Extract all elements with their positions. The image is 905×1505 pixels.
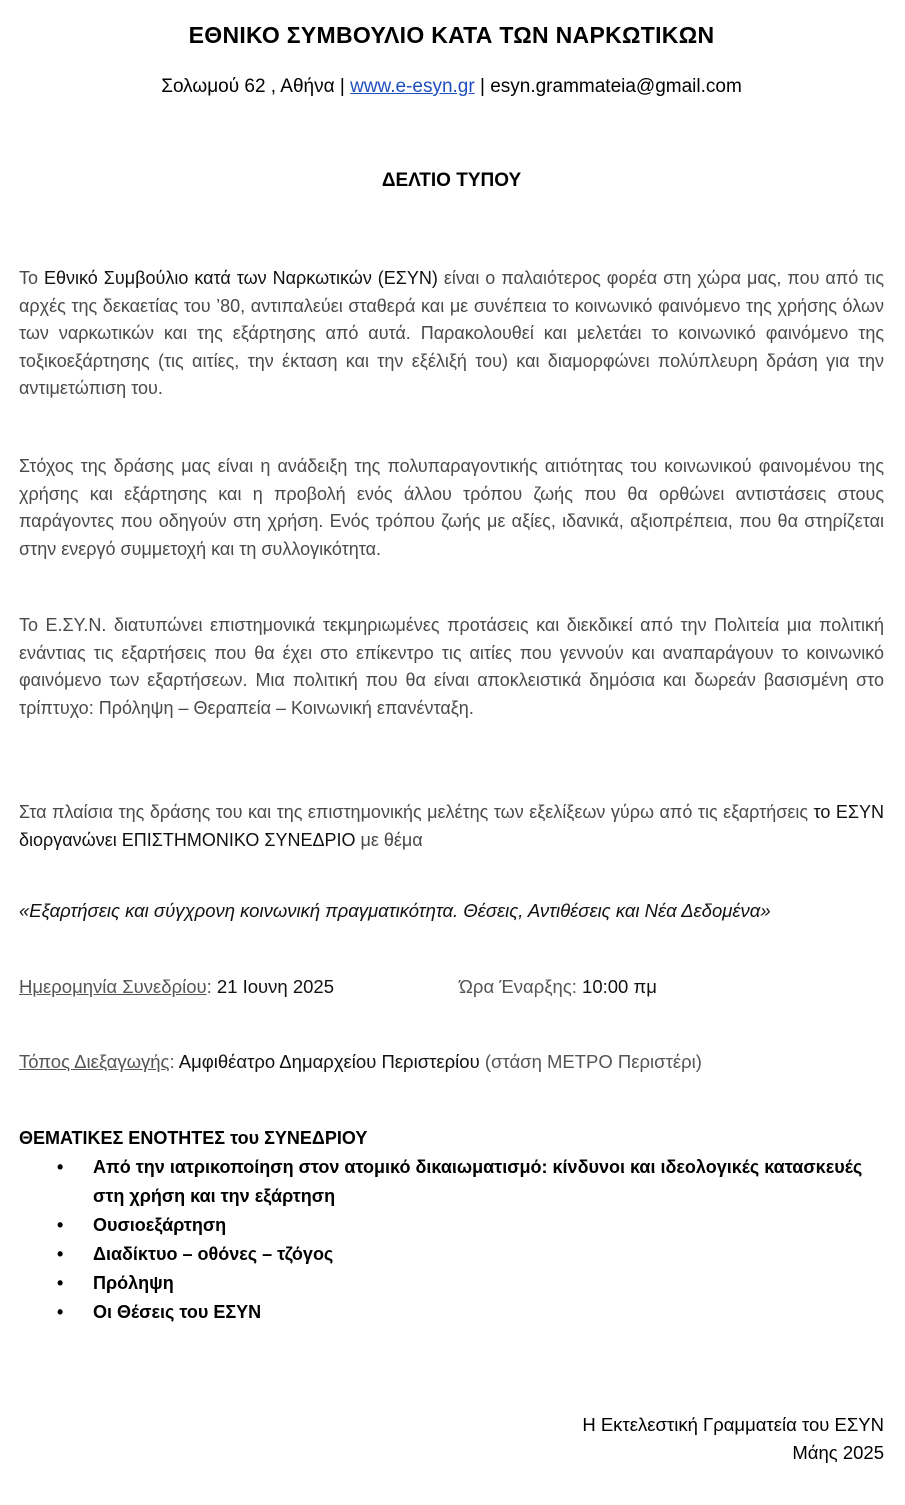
start-time [459, 976, 657, 998]
organization-title: ΕΘΝΙΚΟ ΣΥΜΒΟΥΛΙΟ ΚΑΤΑ ΤΩΝ ΝΑΡΚΩΤΙΚΩΝ [188, 22, 715, 48]
section-text: Πρόληψη [93, 1273, 174, 1293]
p1-rest: είναι ο παλαιότερος φορέα στη χώρα μας, που από τις αρχές της δεκαετίας του ’80, αντιπαλεύει σταθερά και με συνέπεια το κοινωνικό φαινόμενο της χρήσης όλων των ναρκωτικών και της εξάρτησης από αυτά. Παρακολουθεί και μελετάει το κοινωνικό φαινόμενο της τοξικοεξάρτησης (τις αιτίες, την έκταση και την εξέλιξή του) και διαμορφώνει πολύπλευρη δράση για την αντιμετώπιση του. [19, 268, 884, 398]
place-separator: : [169, 1051, 179, 1072]
venue-row [19, 1051, 884, 1073]
paragraph-intro [19, 265, 884, 403]
list-item [19, 1153, 884, 1211]
time-value: 10:00 πμ [582, 976, 657, 997]
bullet-icon: • [57, 1215, 64, 1235]
paragraph-proposals: Το Ε.ΣΥ.Ν. διατυπώνει επιστημονικά τεκμηριωμένες προτάσεις και διεκδικεί από την Πολιτεία μια πολιτική ενάντιας τις εξαρτήσεις που θα έχει στο επίκεντρο τις αιτίες που γεννούν και αναπαράγουν το κοινωνικό φαινόμενο των εξαρτήσεων. Μια πολιτική που θα είναι αποκλειστικά δημόσια και δωρεάν βασισμένη στο τρίπτυχο: Πρόληψη – Θεραπεία – Κοινωνική επανένταξη. [19, 615, 884, 718]
section-text: Από την ιατρικοποίηση στον ατομικό δικαιωματισμό: κίνδυνοι και ιδεολογικές κατασκευές στη χρήση και την εξάρτηση [93, 1157, 863, 1206]
email-text: | esyn.grammateia@gmail.com [479, 76, 742, 97]
place-label: Τόπος Διεξαγωγής [19, 1051, 170, 1072]
sections-list [19, 1153, 884, 1327]
p4-end: με θέμα [355, 829, 423, 850]
list-item [19, 1298, 884, 1327]
signature-date: Μάης 2025 [792, 1442, 884, 1463]
p1-start: Το [19, 268, 45, 288]
bullet-icon: • [57, 1157, 64, 1177]
address-text: Σολωμού 62 , Αθήνα | [161, 76, 345, 97]
p4-start: Στα πλαίσια της δράσης του και της επιστημονικής μελέτης των εξελίξεων γύρω από τις εξαρτήσεις [19, 802, 814, 822]
list-item [19, 1269, 884, 1298]
date-separator: : [206, 976, 217, 997]
paragraph-conference [19, 799, 884, 854]
place-note: (στάση ΜΕΤΡΟ Περιστέρι) [479, 1051, 702, 1072]
section-text: Διαδίκτυο – οθόνες – τζόγος [93, 1244, 334, 1264]
contact-line [19, 76, 884, 98]
section-text: Οι Θέσεις του ΕΣΥΝ [93, 1302, 262, 1322]
date-value: 21 Ιουνη 2025 [216, 976, 335, 997]
list-item [19, 1240, 884, 1269]
place-value: Αμφιθέατρο Δημαρχείου Περιστερίου [178, 1051, 480, 1072]
signature-block [582, 1411, 884, 1467]
p1-org-name: Εθνικό Συμβούλιο κατά των Ναρκωτικών (ΕΣΥΝ) [44, 268, 438, 288]
bullet-icon: • [57, 1244, 64, 1264]
section-text: Ουσιοεξάρτηση [93, 1215, 227, 1235]
date-time-row [19, 976, 884, 998]
conference-theme: «Εξαρτήσεις και σύγχρονη κοινωνική πραγματικότητα. Θέσεις, Αντιθέσεις και Νέα Δεδομένα» [19, 900, 771, 921]
document-title: ΔΕΛΤΙΟ ΤΥΠΟΥ [381, 170, 522, 191]
p4-conference: το ΕΣΥΝ διοργανώνει ΕΠΙΣΤΗΜΟΝΙΚΟ ΣΥΝΕΔΡΙΟ [19, 802, 884, 850]
bullet-icon: • [57, 1302, 64, 1322]
paragraph-goal: Στόχος της δράσης μας είναι η ανάδειξη της πολυπαραγοντικής αιτιότητας του κοινωνικού φαινομένου της χρήσης και εξάρτησης και η προβολή ενός άλλου τρόπου ζωής που θα ορθώνει αντιστάσεις στους παράγοντες που οδηγούν στη χρήση. Ενός τρόπου ζωής με αξίες, ιδανικά, αξιοπρέπεια, που θα στηρίζεται στην ενεργό συμμετοχή και τη συλλογικότητα. [19, 456, 884, 559]
website-link[interactable]: www.e-esyn.gr [350, 76, 475, 97]
list-item [19, 1211, 884, 1240]
date-label: Ημερομηνία Συνεδρίου [19, 976, 207, 997]
time-label: Ώρα Έναρξης: [459, 976, 583, 997]
bullet-icon: • [57, 1273, 64, 1293]
sections-title: ΘΕΜΑΤΙΚΕΣ ΕΝΟΤΗΤΕΣ του ΣΥΝΕΔΡΙΟΥ [19, 1128, 368, 1148]
signature-line: Η Εκτελεστική Γραμματεία του ΕΣΥΝ [582, 1414, 884, 1435]
